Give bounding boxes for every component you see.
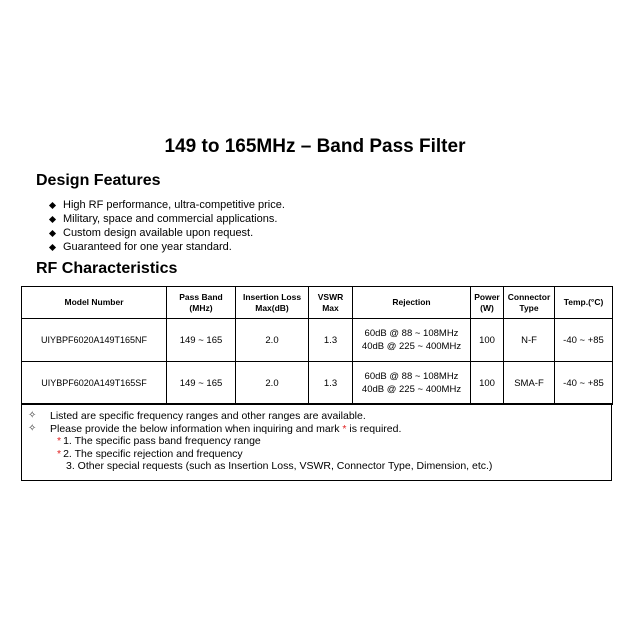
four-point-star-icon: ✧	[28, 422, 37, 434]
rf-characteristics-table	[21, 286, 613, 405]
cell-vswr: 1.3	[309, 362, 353, 405]
cell-power: 100	[471, 362, 504, 405]
cell-connector: SMA-F	[504, 362, 555, 405]
col-header-vswr: VSWR Max	[309, 287, 353, 319]
col-header-connector: Connector Type	[504, 287, 555, 319]
col-header-power: Power (W)	[471, 287, 504, 319]
cell-model: UIYBPF6020A149T165NF	[22, 319, 167, 362]
cell-rejection: 60dB @ 88 ~ 108MHz 40dB @ 225 ~ 400MHz	[353, 362, 471, 405]
cell-pass-band: 149 ~ 165	[167, 319, 236, 362]
note-sub-item: 3. Other special requests (such as Insertion Loss, VSWR, Connector Type, Dimension, etc.)	[66, 460, 493, 472]
cell-insertion-loss: 2.0	[236, 362, 309, 405]
list-item: Guaranteed for one year standard.	[48, 240, 285, 254]
list-item: Military, space and commercial applications.	[48, 212, 285, 226]
cell-temp: -40 ~ +85	[555, 362, 613, 405]
cell-power: 100	[471, 319, 504, 362]
four-point-star-icon: ✧	[28, 410, 37, 421]
table-row	[22, 362, 613, 405]
note-sub-item: * 1. The specific pass band frequency range	[57, 435, 261, 447]
cell-insertion-loss: 2.0	[236, 319, 309, 362]
design-features-heading: Design Features	[36, 172, 161, 189]
note-sub-item: * 2. The specific rejection and frequency	[57, 447, 243, 460]
diamond-bullet-icon	[49, 201, 56, 208]
cell-model: UIYBPF6020A149T165SF	[22, 362, 167, 405]
diamond-bullet-icon	[49, 215, 56, 222]
cell-pass-band: 149 ~ 165	[167, 362, 236, 405]
list-item: Custom design available upon request.	[48, 226, 285, 240]
notes-box	[21, 403, 612, 481]
cell-temp: -40 ~ +85	[555, 319, 613, 362]
table-row	[22, 319, 613, 362]
cell-connector: N-F	[504, 319, 555, 362]
design-features-list	[48, 198, 285, 254]
page-title: 149 to 165MHz – Band Pass Filter	[164, 136, 466, 157]
list-item: High RF performance, ultra-competitive price.	[48, 198, 285, 212]
col-header-model: Model Number	[22, 287, 167, 319]
col-header-pass-band: Pass Band (MHz)	[167, 287, 236, 319]
cell-rejection: 60dB @ 88 ~ 108MHz 40dB @ 225 ~ 400MHz	[353, 319, 471, 362]
col-header-rejection: Rejection	[353, 287, 471, 319]
diamond-bullet-icon	[49, 229, 56, 236]
rf-characteristics-heading: RF Characteristics	[36, 260, 178, 277]
required-mark: *	[57, 447, 62, 460]
col-header-temp: Temp.(°C)	[555, 287, 613, 319]
diamond-bullet-icon	[49, 243, 56, 250]
cell-vswr: 1.3	[309, 319, 353, 362]
note-line: ✧ Please provide the below information when inquiring and mark * is required.	[28, 422, 402, 435]
table-header-row	[22, 287, 613, 319]
required-mark: *	[57, 435, 62, 447]
col-header-insertion-loss: Insertion Loss Max(dB)	[236, 287, 309, 319]
note-line: ✧ Listed are specific frequency ranges and other ranges are available.	[28, 410, 366, 422]
